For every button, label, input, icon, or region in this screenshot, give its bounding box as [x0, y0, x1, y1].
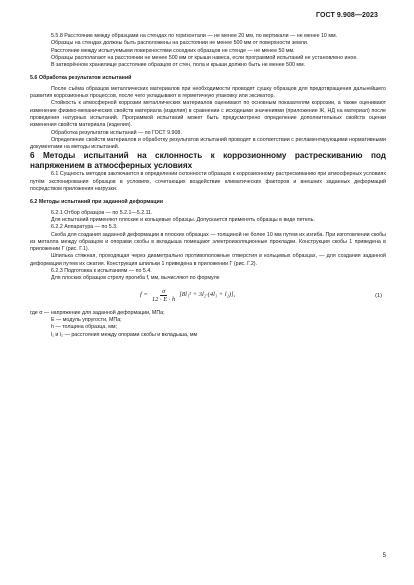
formula-lhs: f =	[140, 291, 148, 299]
paragraph-surface-distance: Расстояние между испытуемыми поверхностями соседних образцов не стенде — не менее 50 мм.	[51, 47, 295, 54]
definition-sigma: где σ — напряжение для заданной деформации, МПа;	[30, 309, 165, 316]
section-heading-6: 6 Методы испытаний на склонность к коррозионному растрескиванию под напряжением в атмосферных условиях	[30, 151, 386, 171]
definition-h: h — толщина образца, мм;	[51, 324, 118, 331]
formula-numerator: σ	[161, 287, 166, 295]
paragraph-6-1: 6.1 Сущность методов заключается в определении склонности образцов к коррозионному растрескиванию при атмосферных условиях путём экспонирования образцов в условиях, сочетающих воздействие климатических факторов и внешних заданных деформаций посредством приложения нагрузки.	[30, 171, 386, 193]
paragraph-6-2-2: 6.2.2 Аппаратура — по 5.3.	[51, 224, 118, 231]
formula-fraction	[152, 288, 175, 303]
paragraph-6-2-1: 6.2.1 Отбор образцов — по 5.2.1—5.2.11.	[51, 209, 153, 216]
heading-5-6: 5.6 Обработка результатов испытаний	[30, 75, 132, 82]
page-number: 5	[382, 553, 386, 559]
paragraph-5-6-b: Стойкость к атмосферной коррозии металлических материалов оценивают по основным показателям коррозии, а также оценивают изменение физико-механических свойств материала (изделия) в сравнении с исходными значениями (приложение Ж, НД на материал) после проведения натурных испытаний. Программой испытаний может быть предусмотрено определение дополнительных свойств оценки изменения свойств материала (изделия).	[30, 100, 386, 129]
paragraph-5-6-c: Обработка результатов испытаний — по ГОСТ 9.908.	[51, 129, 182, 136]
document-code-header: ГОСТ 9.908—2023	[315, 12, 378, 19]
heading-6-2: 6.2 Методы испытаний при заданной деформации	[30, 199, 163, 206]
formula-definitions	[30, 310, 386, 339]
definition-l: l₁ и l₂ — расстояния между опорами скобы и вкладыша, мм	[51, 331, 198, 338]
paragraph-6-2-3: 6.2.3 Подготовка к испытаниям — по 5.4.	[51, 268, 152, 275]
paragraph-6-2-3-formula-intro: Для плоских образцов стрелу прогиба f, мм, вычисляют по формуле	[51, 275, 220, 282]
formula-row	[30, 285, 386, 307]
paragraph-6-2-2-stud: Шпилька стяжная, проходящая через диаметрально противоположные отверстия в кольцевых образцах, — для создания заданной деформации путем их сжатия. Конструкция шпильки 1 приведена в приложении Г (рис. Г.2).	[30, 253, 386, 267]
paragraph-5-5-8: 5.5.8 Расстояние между образцами на стендах по горизонтали — не менее 20 мм, по вертикали — не менее 10 мм.	[51, 33, 338, 39]
paragraph-6-2-1-specimens: Для испытаний применяют плоские и кольцевые образцы. Допускается применять образцы в виде петель.	[51, 216, 315, 223]
paragraph-5-6-a: После съёма образцов металлических материалов при необходимости проводят сушку образцов для предотвращения дальнейшего развития коррозионных процессов, после чего укладывают в герметичную упаковку или эксикатор.	[30, 85, 386, 100]
paragraph-storage-distance: В затворённом хранилище расстояние образцов от стен, пола и крыши должно быть не менее 500 мм.	[51, 62, 306, 69]
paragraph-5-6-d: Определение свойств материалов и обработку результатов испытаний проводят в соответствии с регламентирующими нормативными документами на методы испытаний.	[30, 136, 386, 151]
formula-bracket-term: [8l₁² + 3l₂·(4l₁ + l₂)],	[179, 291, 236, 299]
formula-denominator: 12 · E · h	[151, 295, 176, 303]
deflection-formula	[140, 288, 235, 303]
paragraph-6-2-2-bracket: Скоба для создания заданной деформации в плоских образцах — толщиной не более 10 мм путем их изгиба. При изготовлении скобы из металла между образцом и опорами скобы в вкладыша помещают электроизоляционные прокладки. Конструкция скобы 1 приведена в приложении Г (рис. Г.1).	[30, 231, 386, 253]
page-content	[30, 33, 386, 339]
paragraph-stand-height: Образцы на стендах должны быть расположены на расстоянии не менее 500 мм от поверхности земли.	[51, 40, 309, 47]
definition-e: E — модуль упругости, МПа;	[51, 316, 122, 323]
paragraph-roof-distance: Образцы располагают на расстоянии не менее 500 мм от крыши навеса, если программой испытаний не установлено иное.	[51, 54, 358, 61]
equation-number: (1)	[375, 292, 382, 299]
